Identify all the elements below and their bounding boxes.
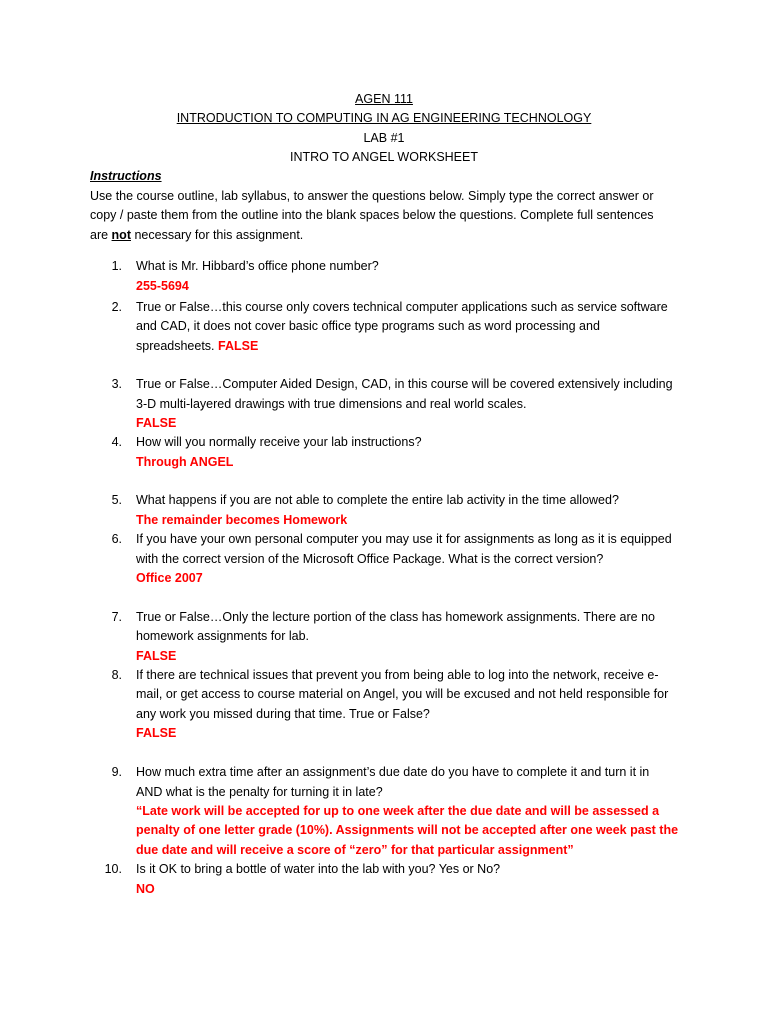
question-9-answer-line-3: due date and will receive a score of “zero” for that particular assignment”: [136, 843, 574, 857]
question-10-number: 10.: [104, 862, 122, 876]
question-6-text-line-1: If you have your own personal computer you may use it for assignments as long as it is equipped: [136, 532, 672, 546]
question-6-text-line-2: with the correct version of the Microsoft Office Package. What is the correct version?: [136, 552, 604, 566]
instructions-line-3: [90, 227, 303, 243]
instructions-line-3-post: necessary for this assignment.: [130, 228, 304, 242]
question-5-answer: The remainder becomes Homework: [136, 513, 348, 527]
question-2-number: 2.: [111, 300, 122, 314]
question-10-text: Is it OK to bring a bottle of water into the lab with you? Yes or No?: [136, 862, 501, 876]
question-9-text-line-2: AND what is the penalty for turning it in late?: [136, 785, 383, 799]
instructions-line-1: Use the course outline, lab syllabus, to answer the questions below. Simply type the correct answer or: [90, 189, 654, 203]
question-9-answer-line-2: penalty of one letter grade (10%). Assignments will not be accepted after one week past the: [136, 823, 679, 837]
question-2-text-line-3-body: spreadsheets.: [136, 339, 215, 353]
question-2-text-line-1: True or False…this course only covers technical computer applications such as service software: [136, 300, 668, 314]
question-6-answer: Office 2007: [136, 571, 203, 585]
course-title: INTRODUCTION TO COMPUTING IN AG ENGINEERING TECHNOLOGY: [176, 111, 592, 125]
question-2-text-line-3: [136, 338, 258, 354]
question-7-number: 7.: [111, 610, 122, 624]
question-1-number: 1.: [111, 259, 122, 273]
question-4-number: 4.: [111, 435, 122, 449]
instructions-line-2: copy / paste them from the outline into the blank spaces below the questions. Complete full sentences: [90, 208, 654, 222]
instructions-line-3-pre: are: [90, 228, 112, 242]
question-10-answer: NO: [136, 882, 155, 896]
question-3-number: 3.: [111, 377, 122, 391]
question-3-text-line-2: 3-D multi-layered drawings with true dimensions and real world scales.: [136, 397, 527, 411]
course-code: AGEN 111: [355, 92, 413, 106]
question-8-answer: FALSE: [136, 726, 177, 740]
question-8-text-line-1: If there are technical issues that prevent you from being able to log into the network, receive e-: [136, 668, 659, 682]
question-8-number: 8.: [111, 668, 122, 682]
question-9-number: 9.: [111, 765, 122, 779]
question-5-text: What happens if you are not able to complete the entire lab activity in the time allowed?: [136, 493, 619, 507]
worksheet-title: INTRO TO ANGEL WORKSHEET: [290, 150, 478, 164]
question-7-text-line-2: homework assignments for lab.: [136, 629, 309, 643]
instructions-heading: Instructions: [90, 169, 162, 183]
question-5-number: 5.: [111, 493, 122, 507]
question-2-answer: FALSE: [218, 339, 259, 353]
question-9-text-line-1: How much extra time after an assignment’s due date do you have to complete it and turn it in: [136, 765, 650, 779]
question-8-text-line-3: any work you missed during that time. True or False?: [136, 707, 430, 721]
question-3-answer: FALSE: [136, 416, 177, 430]
question-1-answer: 255-5694: [136, 279, 189, 293]
question-2-text-line-2: and CAD, it does not cover basic office type programs such as word processing and: [136, 319, 600, 333]
question-3-text-line-1: True or False…Computer Aided Design, CAD, in this course will be covered extensively including: [136, 377, 673, 391]
question-1-text: What is Mr. Hibbard’s office phone number?: [136, 259, 379, 273]
question-8-text-line-2: mail, or get access to course material on Angel, you will be excused and not held responsible for: [136, 687, 669, 701]
question-7-answer: FALSE: [136, 649, 177, 663]
instructions-emphasis-not: not: [111, 228, 131, 242]
question-4-answer: Through ANGEL: [136, 455, 234, 469]
question-9-answer-line-1: “Late work will be accepted for up to one week after the due date and will be assessed a: [136, 804, 660, 818]
question-6-number: 6.: [111, 532, 122, 546]
lab-number: LAB #1: [363, 131, 405, 145]
question-4-text: How will you normally receive your lab instructions?: [136, 435, 422, 449]
question-7-text-line-1: True or False…Only the lecture portion of the class has homework assignments. There are no: [136, 610, 655, 624]
